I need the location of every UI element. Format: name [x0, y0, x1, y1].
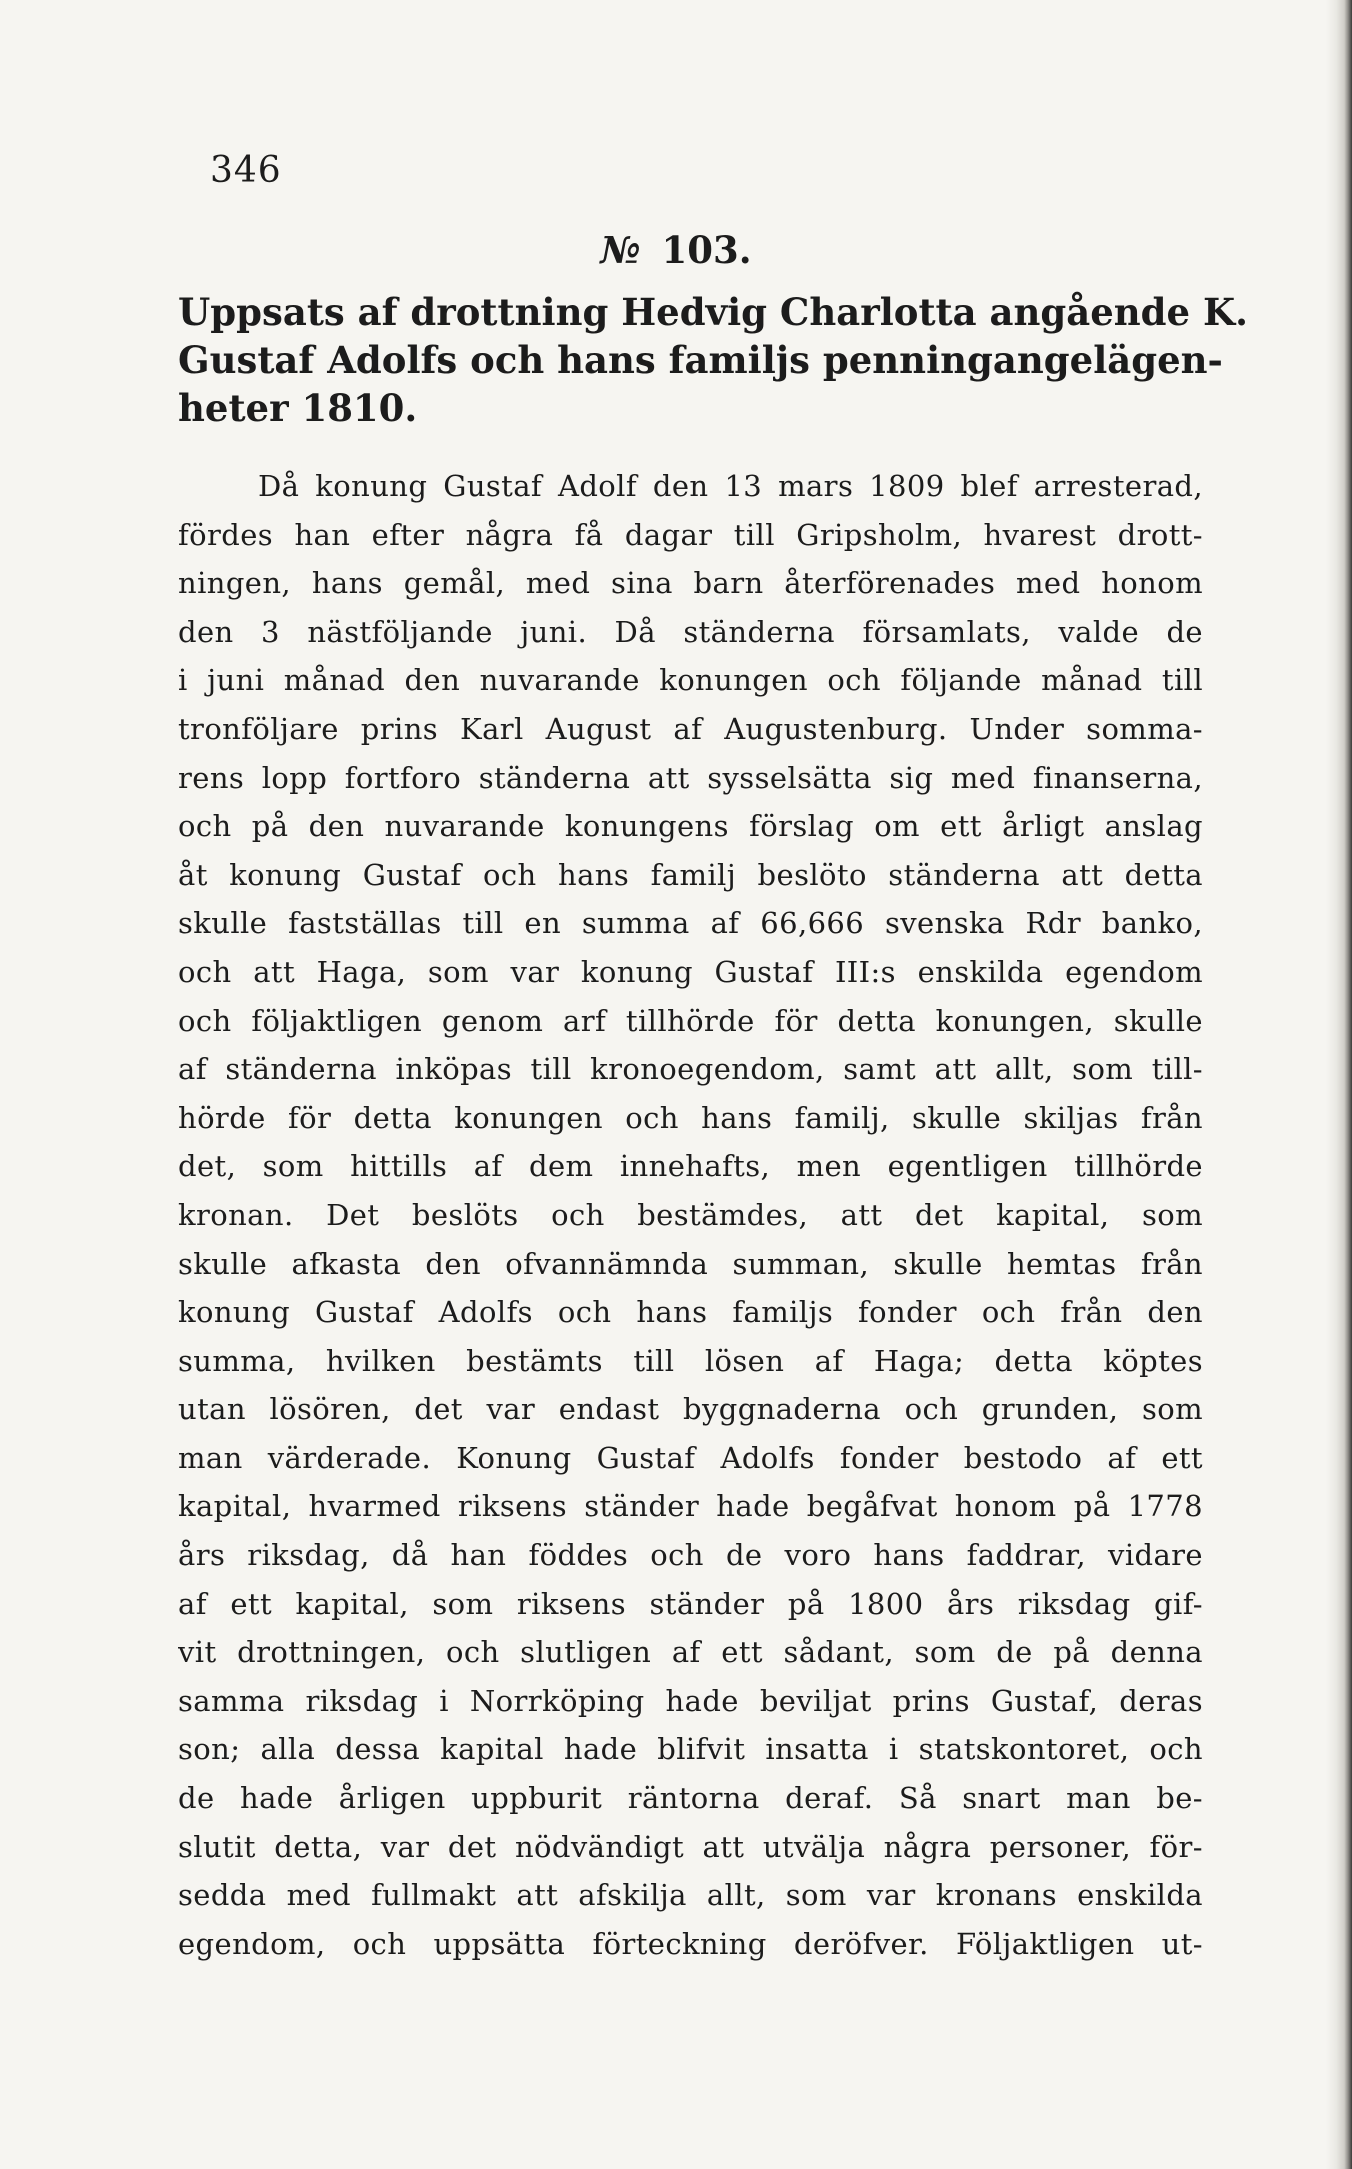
body-line: hörde för detta konungen och hans familj, skulle skiljas från [178, 1100, 1203, 1135]
body-paragraph [178, 462, 1203, 1968]
body-line: summa, hvilken bestämts till lösen af Haga; detta köptes [178, 1343, 1203, 1378]
body-line: skulle fastställas till en summa af 66,666 svenska Rdr banko, [178, 906, 1203, 941]
body-line: tronföljare prins Karl August af Augustenburg. Under somma- [178, 711, 1203, 746]
body-line: konung Gustaf Adolfs och hans familjs fonder och från den [178, 1295, 1203, 1330]
body-line: och på den nuvarande konungens förslag om ett årligt anslag [178, 809, 1203, 844]
title-line: Uppsats af drottning Hedvig Charlotta angående K. [178, 290, 1248, 334]
body-line: de hade årligen uppburit räntorna deraf. Så snart man be- [178, 1781, 1203, 1816]
body-line: och att Haga, som var konung Gustaf III:s enskilda egendom [178, 954, 1203, 989]
body-line: och följaktligen genom arf tillhörde för detta konungen, skulle [178, 1003, 1203, 1038]
body-line: sedda med fullmakt att afskilja allt, som var kronans enskilda [178, 1878, 1203, 1913]
body-line: års riksdag, då han föddes och de voro hans faddrar, vidare [178, 1538, 1203, 1573]
body-line: man värderade. Konung Gustaf Adolfs fonder bestodo af ett [178, 1440, 1203, 1475]
title-line: heter 1810. [178, 386, 418, 430]
body-line: vit drottningen, och slutligen af ett sådant, som de på denna [178, 1635, 1203, 1670]
page-edge-shadow [1326, 0, 1352, 2169]
body-line: samma riksdag i Norrköping hade beviljat prins Gustaf, deras [178, 1683, 1203, 1718]
body-line: det, som hittills af dem innehafts, men egentligen tillhörde [178, 1149, 1203, 1184]
body-line: ningen, hans gemål, med sina barn återförenades med honom [178, 566, 1203, 601]
body-line: rens lopp fortforo ständerna att sysselsätta sig med finanserna, [178, 760, 1203, 795]
body-line: Då konung Gustaf Adolf den 13 mars 1809 blef arresterad, [258, 469, 1203, 503]
body-line: son; alla dessa kapital hade blifvit insatta i statskontoret, och [178, 1732, 1203, 1767]
body-line: kapital, hvarmed riksens ständer hade begåfvat honom på 1778 [178, 1489, 1203, 1524]
body-line: i juni månad den nuvarande konungen och följande månad till [178, 663, 1203, 698]
title-line: Gustaf Adolfs och hans familjs penningangelägen- [178, 338, 1223, 382]
document-number [0, 228, 1352, 272]
body-line: egendom, och uppsätta förteckning deröfver. Följaktligen ut- [178, 1926, 1203, 1961]
body-line: slutit detta, var det nödvändigt att utvälja några personer, för- [178, 1829, 1203, 1864]
document-title [178, 288, 1248, 432]
body-line: kronan. Det beslöts och bestämdes, att det kapital, som [178, 1197, 1203, 1232]
body-line: af ett kapital, som riksens ständer på 1800 års riksdag gif- [178, 1586, 1203, 1621]
body-line: skulle afkasta den ofvannämnda summan, skulle hemtas från [178, 1246, 1203, 1281]
body-line: den 3 nästföljande juni. Då ständerna församlats, valde de [178, 614, 1203, 649]
body-line: utan lösören, det var endast byggnaderna och grunden, som [178, 1392, 1203, 1427]
page-number: 346 [210, 150, 282, 191]
numero-sign: № [600, 228, 641, 272]
body-line: af ständerna inköpas till kronoegendom, samt att allt, som till- [178, 1052, 1203, 1087]
body-line: fördes han efter några få dagar till Gripsholm, hvarest drott- [178, 517, 1203, 552]
body-line: åt konung Gustaf och hans familj beslöto ständerna att detta [178, 857, 1203, 892]
document-number-value: 103. [661, 228, 752, 272]
